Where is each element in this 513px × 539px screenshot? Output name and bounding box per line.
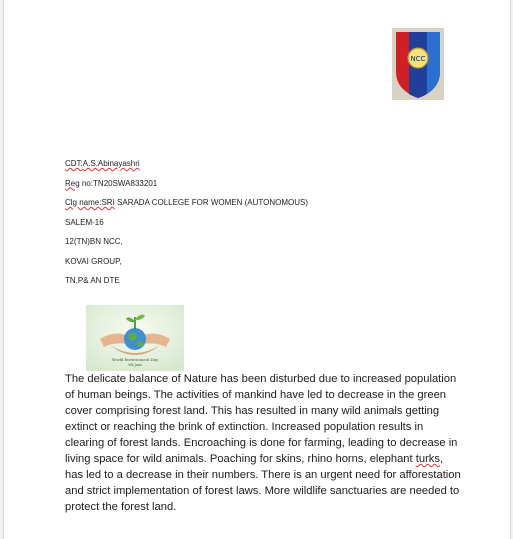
- essay-paragraph: The delicate balance of Nature has been disturbed due to increased population of human beings. The activities of mankind have led to decrease in the green cover comprising forest land. This has resulted in many wild animals getting extinct or reaching the brink of extinction. Increased population results in clearing of forest lands. Encroaching is done for farming, leading to decrease in living space for wild animals. Poaching for skins, rhino horns, elephant turks, has led to a decrease in their numbers. There is an urgent need for afforestation and strict implementation of forest laws. More wildlife sanctuaries are needed to protect the forest land.: [65, 373, 461, 513]
- cadet-name-line: CDT:A.S.Abinayashri: [65, 159, 140, 168]
- environment-day-image: [86, 305, 184, 371]
- group-line: KOVAI GROUP,: [65, 256, 122, 266]
- ncc-logo: [392, 28, 444, 100]
- reg-number-line: Reg no:TN20SWA833201: [65, 178, 158, 188]
- image-caption-line2: 5th June: [128, 363, 142, 367]
- city-line: SALEM-16: [65, 217, 104, 227]
- unit-line: 12(TN)BN NCC,: [65, 237, 123, 246]
- misspelled-word: turks: [415, 453, 440, 465]
- ncc-emblem-text: NCC: [410, 55, 426, 63]
- image-caption-line1: World Environment Day: [111, 357, 159, 362]
- document-page: [3, 0, 511, 539]
- directorate-line: TN,P& AN DTE: [65, 276, 120, 285]
- cadet-header: [65, 160, 308, 297]
- college-line: Clg name:SRI SARADA COLLEGE FOR WOMEN (AUTONOMOUS): [65, 198, 309, 207]
